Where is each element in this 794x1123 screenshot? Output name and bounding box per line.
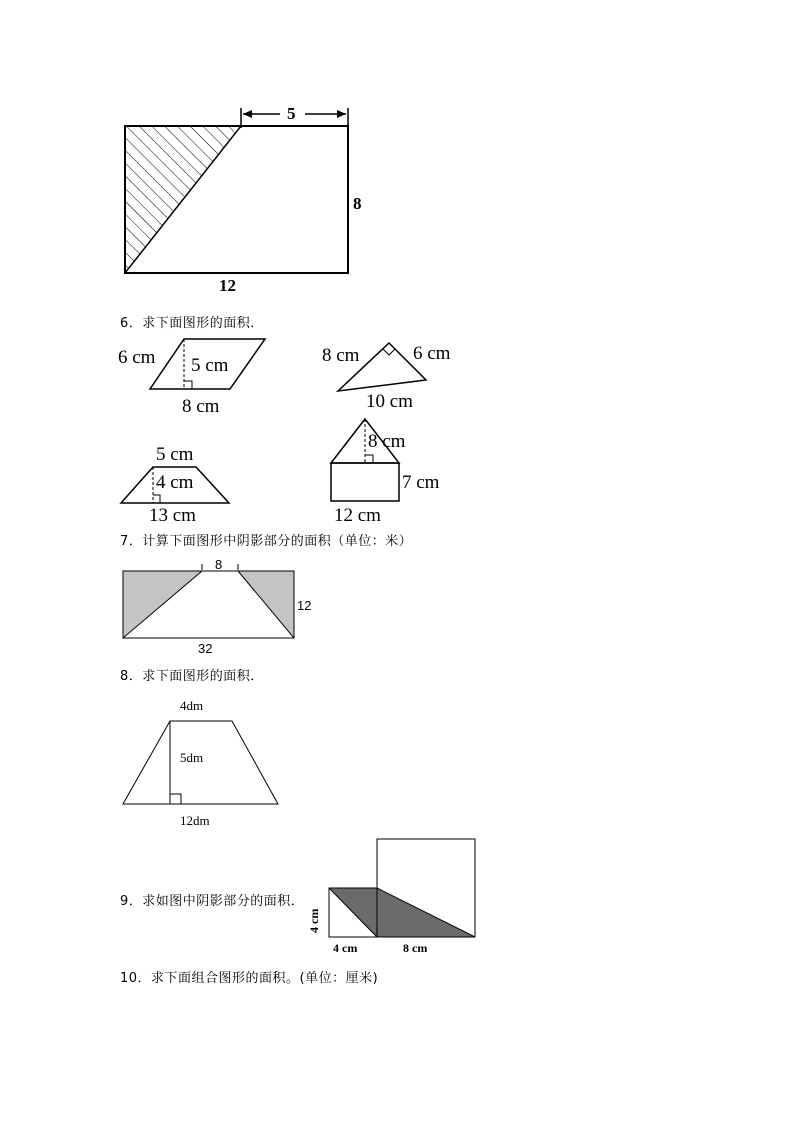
parallelogram-height-label: 5 cm (191, 355, 229, 376)
dim-top-label: 5 (287, 104, 296, 123)
question-8-text: 8．求下面图形的面积． (120, 669, 264, 684)
house-triangle-height-label: 8 cm (368, 431, 406, 452)
q7-top-label: 8 (215, 557, 223, 572)
house-base-label: 12 cm (334, 505, 381, 526)
q9-bottom-right-label: 8 cm (403, 941, 428, 955)
dim-bottom-label: 12 (219, 276, 236, 295)
q8-bottom-label: 12dm (180, 813, 210, 828)
question-9-text: 9．求如图中阴影部分的面积． (120, 894, 305, 909)
q7-right-label: 12 (297, 598, 312, 613)
question-6-text: 6．求下面图形的面积． (120, 316, 264, 331)
trapezoid-height-label: 4 cm (156, 472, 194, 493)
q8-top-label: 4dm (180, 698, 204, 713)
triangle-bottom-label: 10 cm (366, 391, 413, 412)
parallelogram-base-label: 8 cm (182, 396, 220, 417)
house-rect-height-label: 7 cm (402, 472, 440, 493)
question-7-text: 7．计算下面图形中阴影部分的面积（单位：米） (120, 534, 413, 549)
q9-left-label: 4 cm (307, 908, 321, 933)
question-10-text: 10．求下面组合图形的面积。(单位：厘米) (120, 971, 379, 986)
parallelogram-side-label: 6 cm (118, 347, 156, 368)
q7-bottom-label: 32 (198, 641, 213, 656)
trapezoid-bottom-label: 13 cm (149, 505, 196, 526)
triangle-left-label: 8 cm (322, 345, 360, 366)
q8-height-label: 5dm (180, 750, 204, 765)
triangle-right-label: 6 cm (413, 343, 451, 364)
trapezoid-top-label: 5 cm (156, 444, 194, 465)
q9-bottom-left-label: 4 cm (333, 941, 358, 955)
dim-right-label: 8 (353, 194, 362, 213)
